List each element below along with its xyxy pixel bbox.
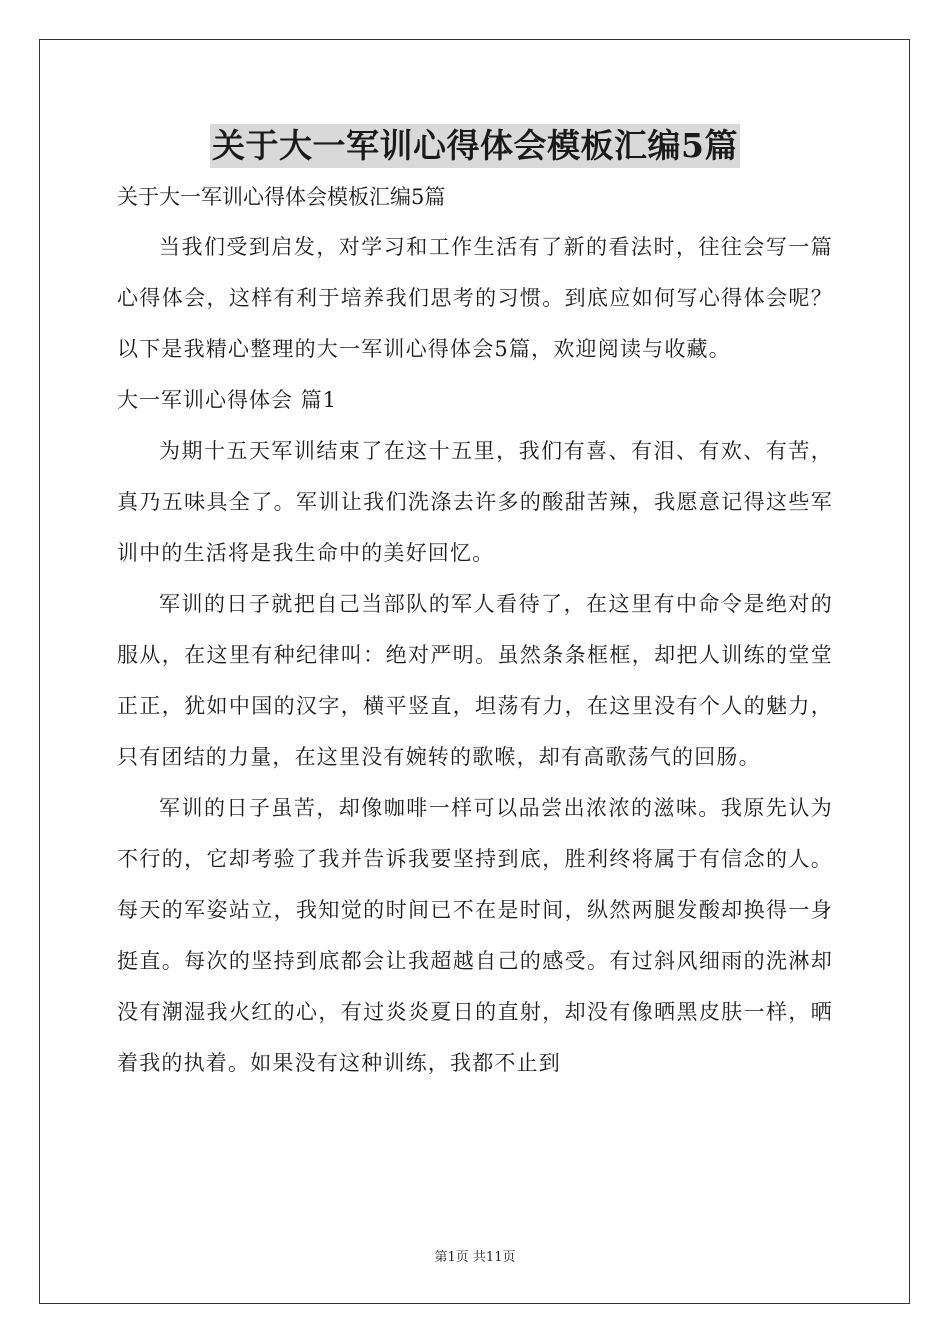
intro-paragraph: 当我们受到启发，对学习和工作生活有了新的看法时，往往会写一篇心得体会，这样有利于培养我们思考的习惯。到底应如何写心得体会呢？以下是我精心整理的大一军训心得体会5篇，欢迎阅读与收藏。 (117, 235, 833, 361)
document-body (117, 124, 833, 1089)
page-footer: 第1页 共11页 (434, 1250, 516, 1265)
body-paragraph-1: 为期十五天军训结束了在这十五里，我们有喜、有泪、有欢、有苦，真乃五味具全了。军训让我们洗涤去许多的酸甜苦辣，我愿意记得这些军训中的生活将是我生命中的美好回忆。 (117, 439, 833, 565)
section-heading: 大一军训心得体会 篇1 (117, 388, 338, 412)
document-subtitle: 关于大一军训心得体会模板汇编5篇 (117, 185, 446, 209)
document-title-text: 关于大一军训心得体会模板汇编5篇 (210, 124, 740, 168)
document-title (117, 124, 833, 172)
body-paragraph-3: 军训的日子虽苦，却像咖啡一样可以品尝出浓浓的滋味。我原先认为不行的，它却考验了我并告诉我要坚持到底，胜利终将属于有信念的人。每天的军姿站立，我知觉的时间已不在是时间，纵然两腿发酸却换得一身挺直。每次的坚持到底都会让我超越自己的感受。有过斜风细雨的洗淋却没有潮湿我火红的心，有过炎炎夏日的直射，却没有像晒黑皮肤一样，晒着我的执着。如果没有这种训练，我都不止到 (117, 796, 833, 1075)
body-paragraph-2: 军训的日子就把自己当部队的军人看待了，在这里有中命令是绝对的服从，在这里有种纪律叫：绝对严明。虽然条条框框，却把人训练的堂堂正正，犹如中国的汉字，横平竖直，坦荡有力，在这里没有个人的魅力，只有团结的力量，在这里没有婉转的歌喉，却有高歌荡气的回肠。 (117, 592, 833, 769)
